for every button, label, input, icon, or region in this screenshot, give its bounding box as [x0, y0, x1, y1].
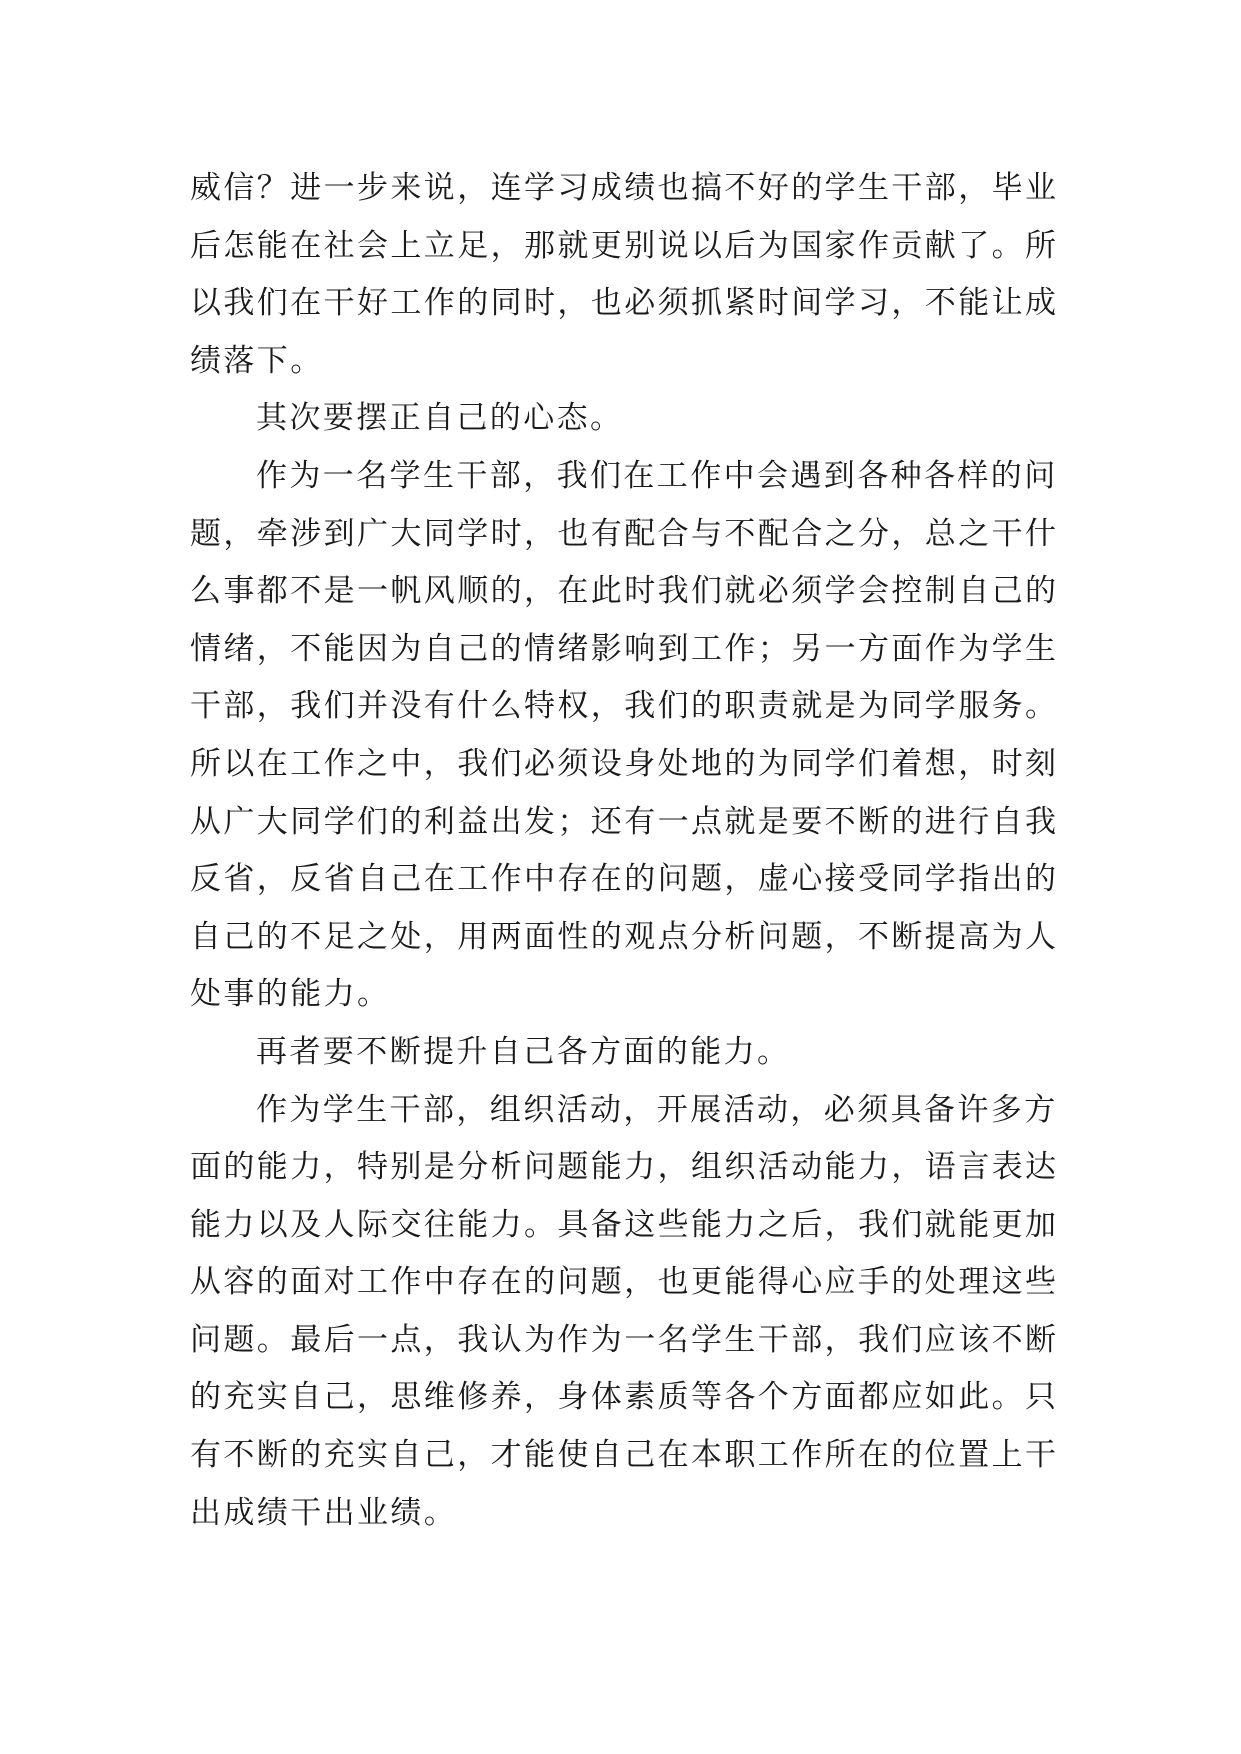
- paragraph-heading-mindset: 其次要摆正自己的心态。: [256, 400, 624, 437]
- paragraph-abilities-body: 作为学生干部，组织活动，开展活动，必须具备许多方面的能力，特别是分析问题能力，组织活动能力，语言表达能力以及人际交往能力。具备这些能力之后，我们就能更加从容的面对工作中存在的问题，也更能得心应手的处理这些问题。最后一点，我认为作为一名学生干部，我们应该不断的充实自己，思维修养，身体素质等各个方面都应如此。只有不断的充实自己，才能使自己在本职工作所在的位置上干出成绩干出业绩。: [190, 1091, 1059, 1531]
- paragraph-mindset-body: 作为一名学生干部，我们在工作中会遇到各种各样的问题，牵涉到广大同学时，也有配合与不配合之分，总之干什么事都不是一帆风顺的，在此时我们就必须学会控制自己的情绪，不能因为自己的情绪影响到工作；另一方面作为学生干部，我们并没有什么特权，我们的职责就是为同学服务。所以在工作之中，我们必须设身处地的为同学们着想，时刻从广大同学们的利益出发；还有一点就是要不断的进行自我反省，反省自己在工作中存在的问题，虚心接受同学指出的自己的不足之处，用两面性的观点分析问题，不断提高为人处事的能力。: [190, 457, 1059, 1013]
- paragraph-heading-abilities: 再者要不断提升自己各方面的能力。: [256, 1033, 791, 1070]
- document-body: [190, 160, 1060, 1542]
- paragraph-continuation: 威信？进一步来说，连学习成绩也搞不好的学生干部，毕业后怎能在社会上立足，那就更别说以后为国家作贡献了。所以我们在干好工作的同时，也必须抓紧时间学习，不能让成绩落下。: [190, 170, 1059, 379]
